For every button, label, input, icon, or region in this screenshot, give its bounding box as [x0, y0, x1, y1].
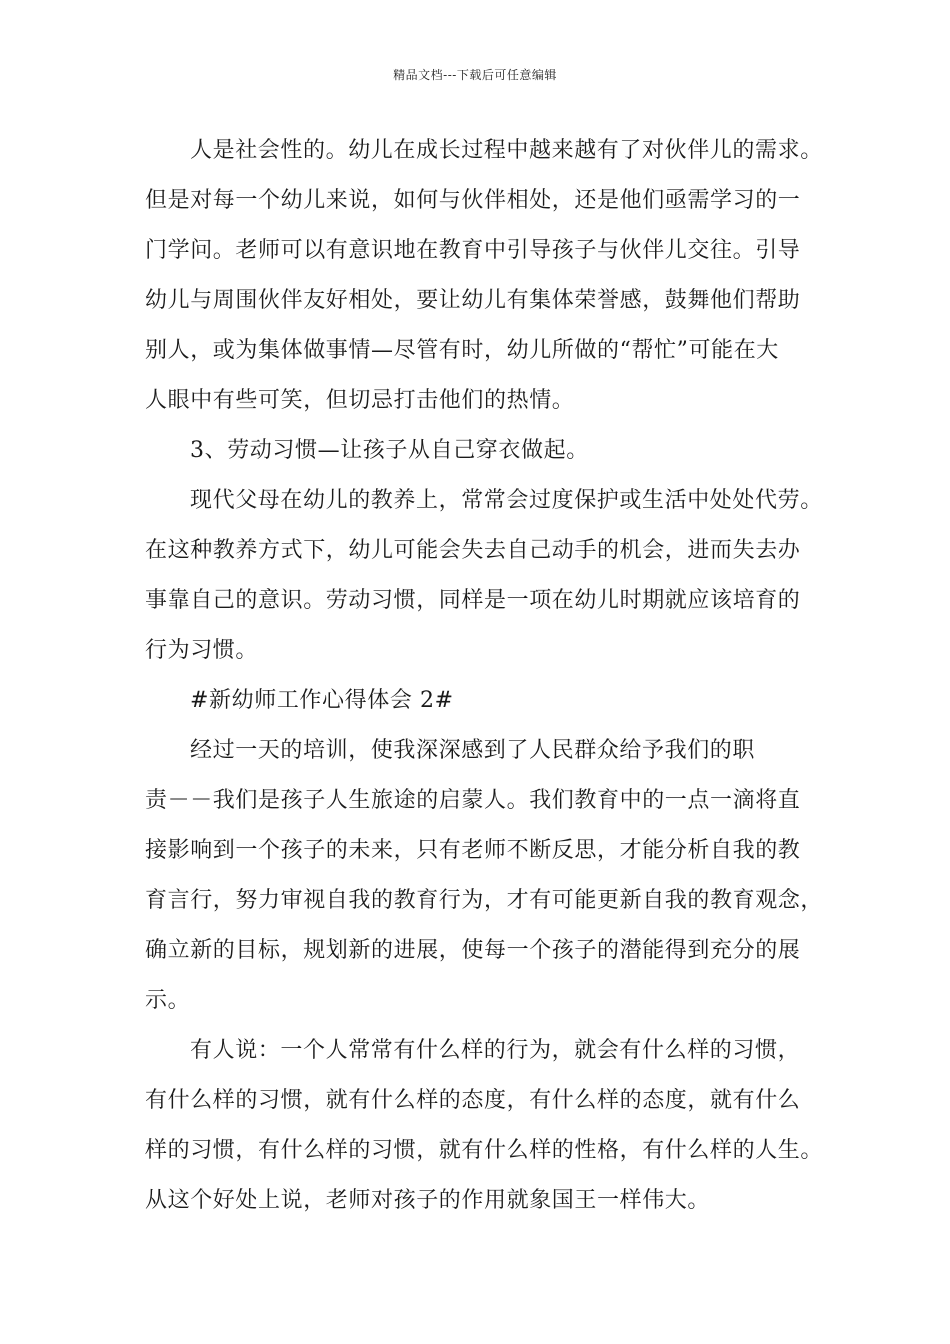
page-header: 精品文档---下载后可任意编辑 [393, 68, 557, 82]
text-line: 确立新的目标，规划新的进展，使每一个孩子的潜能得到充分的展 [145, 938, 801, 963]
text-line: 有人说：一个人常常有什么样的行为，就会有什么样的习惯， [190, 1038, 801, 1063]
text-line: 现代父母在幼儿的教养上，常常会过度保护或生活中处处代劳。 [190, 488, 823, 513]
text-line: 有什么样的习惯，就有什么样的态度，有什么样的态度，就有什么 [145, 1088, 801, 1113]
text-line: 人眼中有些可笑，但切忌打击他们的热情。 [145, 388, 575, 413]
text-line: 经过一天的培训，使我深深感到了人民群众给予我们的职 [190, 738, 756, 763]
section-title: #新幼师工作心得体会 2# [190, 688, 454, 713]
text-line: 接影响到一个孩子的未来，只有老师不断反思，才能分析自我的教 [145, 838, 801, 863]
text-line: 行为习惯。 [145, 638, 259, 663]
text-line: 门学问。老师可以有意识地在教育中引导孩子与伙伴儿交往。引导 [145, 238, 801, 263]
text-line: 从这个好处上说，老师对孩子的作用就象国王一样伟大。 [145, 1188, 711, 1213]
text-line: 育言行，努力审视自我的教育行为，才有可能更新自我的教育观念， [145, 888, 824, 913]
text-line: 幼儿与周围伙伴友好相处，要让幼儿有集体荣誉感，鼓舞他们帮助 [145, 288, 801, 313]
text-line: 样的习惯，有什么样的习惯，就有什么样的性格，有什么样的人生。 [145, 1138, 824, 1163]
text-line: 责－－我们是孩子人生旅途的启蒙人。我们教育中的一点一滴将直 [145, 788, 801, 813]
text-line: 但是对每一个幼儿来说，如何与伙伴相处，还是他们亟需学习的一 [145, 188, 801, 213]
text-line: 在这种教养方式下，幼儿可能会失去自己动手的机会，进而失去办 [145, 538, 801, 563]
text-line: 人是社会性的。幼儿在成长过程中越来越有了对伙伴儿的需求。 [190, 138, 823, 163]
text-line: 别人，或为集体做事情—尽管有时，幼儿所做的“帮忙”可能在大 [145, 338, 779, 363]
text-line: 示。 [145, 988, 191, 1013]
text-line: 事靠自己的意识。劳动习惯，同样是一项在幼儿时期就应该培育的 [145, 588, 801, 613]
section-heading: 3、劳动习惯—让孩子从自己穿衣做起。 [190, 438, 589, 463]
